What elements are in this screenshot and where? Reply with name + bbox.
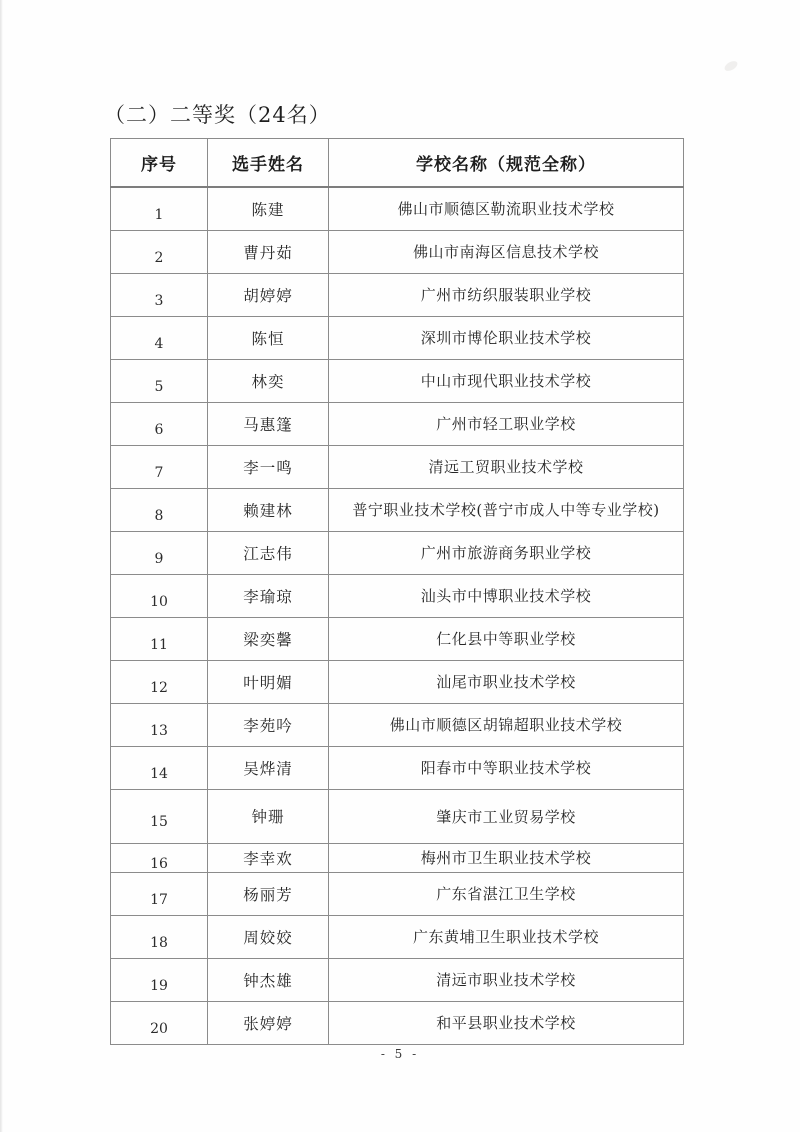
table-row [111,402,684,445]
row-index: 3 [111,273,208,316]
contestant-name: 吴烨清 [208,746,329,789]
row-index: 18 [111,915,208,958]
school-name: 广东黄埔卫生职业技术学校 [329,915,684,958]
row-index: 4 [111,316,208,359]
page-number: - 5 - [380,1047,420,1061]
school-name: 广州市轻工职业学校 [329,402,684,445]
row-index: 11 [111,617,208,660]
table-row [111,703,684,746]
row-index: 19 [111,958,208,1001]
school-name: 阳春市中等职业技术学校 [329,746,684,789]
contestant-name: 李苑吟 [208,703,329,746]
table-header-row [111,139,684,188]
contestant-name: 江志伟 [208,531,329,574]
table-row [111,531,684,574]
school-name: 汕尾市职业技术学校 [329,660,684,703]
school-name: 中山市现代职业技术学校 [329,359,684,402]
contestant-name: 陈建 [208,187,329,230]
school-name: 清远工贸职业技术学校 [329,445,684,488]
table-row [111,746,684,789]
table-row [111,660,684,703]
col-header-name: 选手姓名 [208,139,329,188]
table-row [111,230,684,273]
school-name: 广州市纺织服装职业学校 [329,273,684,316]
scan-edge-artifact [0,0,3,1132]
school-name: 仁化县中等职业学校 [329,617,684,660]
row-index: 6 [111,402,208,445]
table-row [111,574,684,617]
table-row [111,958,684,1001]
contestant-name: 陈恒 [208,316,329,359]
contestant-name: 叶明媚 [208,660,329,703]
table-row [111,273,684,316]
contestant-name: 张婷婷 [208,1001,329,1044]
contestant-name: 曹丹茹 [208,230,329,273]
contestant-name: 周姣姣 [208,915,329,958]
col-header-school: 学校名称（规范全称） [329,139,684,188]
row-index: 17 [111,872,208,915]
school-name: 梅州市卫生职业技术学校 [329,843,684,872]
awards-table [110,138,684,1045]
row-index: 12 [111,660,208,703]
school-name: 和平县职业技术学校 [329,1001,684,1044]
table-row [111,316,684,359]
row-index: 15 [111,789,208,843]
contestant-name: 李瑜琼 [208,574,329,617]
school-name: 广州市旅游商务职业学校 [329,531,684,574]
table-row [111,187,684,230]
section-title: （二）二等奖（24名） [104,103,331,127]
school-name: 佛山市顺德区胡锦超职业技术学校 [329,703,684,746]
row-index: 14 [111,746,208,789]
school-name: 佛山市顺德区勒流职业技术学校 [329,187,684,230]
contestant-name: 李一鸣 [208,445,329,488]
table-row [111,915,684,958]
school-name: 广东省湛江卫生学校 [329,872,684,915]
scan-smudge-artifact [723,59,739,73]
col-header-index: 序号 [111,139,208,188]
contestant-name: 林奕 [208,359,329,402]
contestant-name: 胡婷婷 [208,273,329,316]
table-row [111,488,684,531]
contestant-name: 钟杰雄 [208,958,329,1001]
table-row [111,872,684,915]
contestant-name: 马惠篷 [208,402,329,445]
table-row [111,789,684,843]
row-index: 5 [111,359,208,402]
row-index: 10 [111,574,208,617]
table-row [111,617,684,660]
school-name: 肇庆市工业贸易学校 [329,789,684,843]
row-index: 8 [111,488,208,531]
contestant-name: 杨丽芳 [208,872,329,915]
table-row [111,445,684,488]
row-index: 13 [111,703,208,746]
school-name: 深圳市博伦职业技术学校 [329,316,684,359]
table-row [111,359,684,402]
school-name: 汕头市中博职业技术学校 [329,574,684,617]
row-index: 7 [111,445,208,488]
contestant-name: 梁奕馨 [208,617,329,660]
contestant-name: 赖建林 [208,488,329,531]
row-index: 9 [111,531,208,574]
table-row [111,843,684,872]
row-index: 2 [111,230,208,273]
row-index: 20 [111,1001,208,1044]
table-row [111,1001,684,1044]
school-name: 普宁职业技术学校(普宁市成人中等专业学校) [329,488,684,531]
school-name: 清远市职业技术学校 [329,958,684,1001]
row-index: 16 [111,843,208,872]
awards-table-body [111,187,684,1044]
school-name: 佛山市南海区信息技术学校 [329,230,684,273]
contestant-name: 李幸欢 [208,843,329,872]
contestant-name: 钟珊 [208,789,329,843]
row-index: 1 [111,187,208,230]
